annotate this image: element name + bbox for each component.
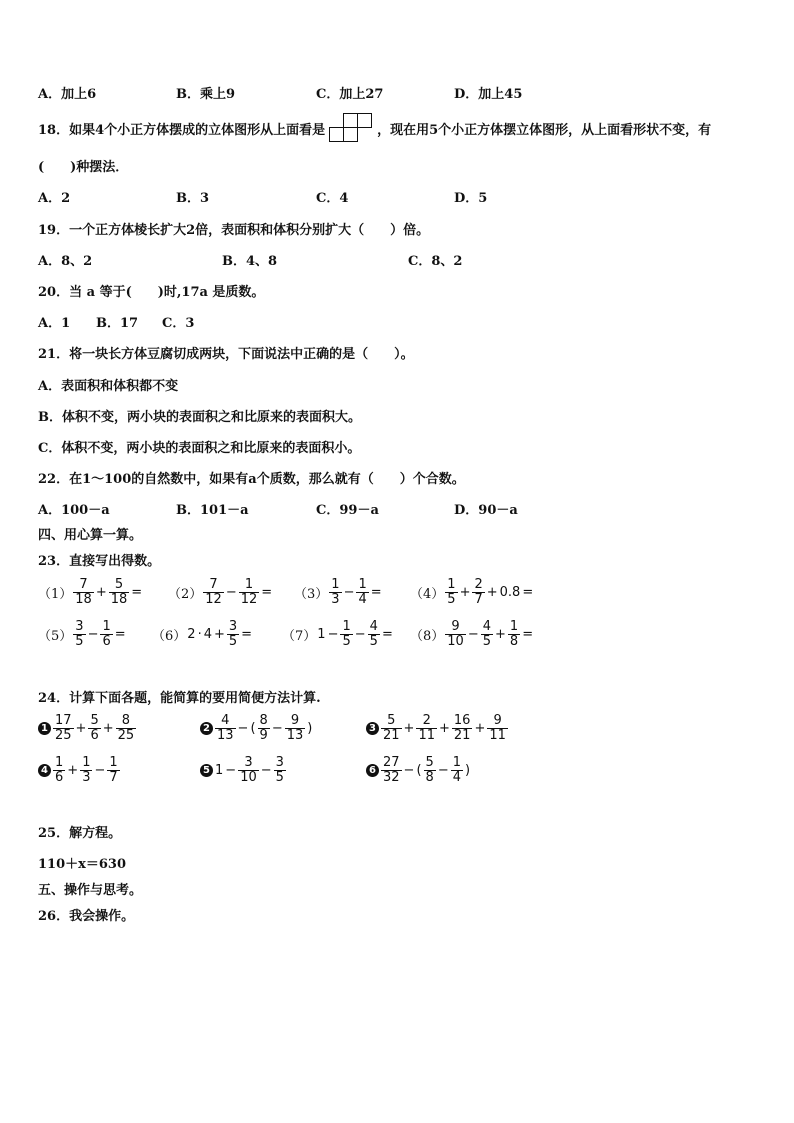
q24-expr-2: 2 $\frac{4}{13}$ − ( $\frac{8}{9}$ − $\frac{9}{13}$ ): [200, 714, 313, 743]
q23-expr-8: （8） $\frac{9}{10}$ − $\frac{4}{5}$ + $\frac{1}{8}$ =: [410, 619, 534, 649]
circled-number-5: 5: [200, 764, 213, 777]
q18-option-c: C．4: [316, 191, 349, 206]
q25-title: 25．解方程。: [38, 826, 122, 841]
q18-text-line2: ( )种摆法．: [38, 160, 129, 175]
q22-option-a: A．100－a: [38, 503, 110, 518]
q19-option-c: C．8、2: [408, 254, 463, 269]
q18-question: [38, 112, 711, 144]
q17-option-d: D．加上45: [454, 87, 523, 102]
top-view-squares-icon: [327, 112, 375, 144]
q22-question: 22．在1～100的自然数中，如果有a个质数，那么就有（ ）个合数。: [38, 472, 465, 487]
q21-question: 21．将一块长方体豆腐切成两块，下面说法中正确的是（ ）。: [38, 347, 414, 362]
q24-expr-5: 5 1 − $\frac{3}{10}$ − $\frac{3}{5}$: [200, 756, 287, 785]
q20-question: 20．当 a 等于( )时,17a 是质数。: [38, 285, 265, 300]
q18-option-a: A．2: [38, 191, 71, 206]
q21-option-b: B．体积不变，两小块的表面积之和比原来的表面积大。: [38, 410, 361, 425]
q22-option-c: C．99－a: [316, 503, 379, 518]
circled-number-4: 4: [38, 764, 51, 777]
circled-number-3: 3: [366, 722, 379, 735]
q20-option-c: C．3: [162, 316, 195, 331]
q23-expr-5: （5） $\frac{3}{5}$ − $\frac{1}{6}$ =: [38, 619, 126, 649]
q18-option-d: D．5: [454, 191, 488, 206]
q19-option-b: B．4、8: [222, 254, 278, 269]
q23-expr-4: （4） $\frac{1}{5}$ + $\frac{2}{7}$ + 0.8 =: [410, 577, 534, 607]
q21-option-a: A．表面积和体积都不变: [38, 379, 179, 394]
q20-option-a: A．1: [38, 316, 71, 331]
q23-expr-3: （3） $\frac{1}{3}$ − $\frac{1}{4}$ =: [294, 577, 382, 607]
q24-expr-4: 4 $\frac{1}{6}$ + $\frac{1}{3}$ − $\frac{1}{7}$: [38, 756, 121, 785]
q17-option-c: C．加上27: [316, 87, 384, 102]
q21-option-c: C．体积不变，两小块的表面积之和比原来的表面积小。: [38, 441, 361, 456]
q19-option-a: A．8、2: [38, 254, 93, 269]
circled-number-1: 1: [38, 722, 51, 735]
section-5-heading: 五、操作与思考。: [38, 883, 143, 898]
q24-expr-6: 6 $\frac{27}{32}$ − ( $\frac{5}{8}$ − $\frac{1}{4}$ ): [366, 756, 471, 785]
q18-text-after: ，现在用5个小正方体摆立体图形，从上面看形状不变，有: [377, 122, 712, 138]
q23-expr-1: （1） $\frac{7}{18}$ + $\frac{5}{18}$ =: [38, 577, 143, 607]
q17-option-a: A．加上6: [38, 87, 97, 102]
q22-option-b: B．101－a: [176, 503, 249, 518]
section-4-heading: 四、用心算一算。: [38, 528, 143, 543]
q22-option-d: D．90－a: [454, 503, 518, 518]
q23-expr-6: （6） 2 · 4 + $\frac{3}{5}$ =: [152, 619, 253, 649]
q24-expr-1: 1 $\frac{17}{25}$ + $\frac{5}{6}$ + $\frac{8}{25}$: [38, 714, 137, 743]
q18-option-b: B．3: [176, 191, 210, 206]
q24-title: 24．计算下面各题，能简算的要用简便方法计算.: [38, 691, 321, 706]
q23-expr-7: （7） 1 − $\frac{1}{5}$ − $\frac{4}{5}$ =: [282, 619, 393, 649]
circled-number-2: 2: [200, 722, 213, 735]
q23-title: 23．直接写出得数。: [38, 554, 161, 569]
q23-expr-2: （2） $\frac{7}{12}$ − $\frac{1}{12}$ =: [168, 577, 273, 607]
q26-title: 26．我会操作。: [38, 909, 135, 924]
q17-option-b: B．乘上9: [176, 87, 236, 102]
q18-text-before: 18．如果4个小正方体摆成的立体图形从上面看是: [38, 122, 326, 138]
circled-number-6: 6: [366, 764, 379, 777]
q24-expr-3: 3 $\frac{5}{21}$ + $\frac{2}{11}$ + $\frac{16}{21}$ + $\frac{9}{11}$: [366, 714, 509, 743]
q25-equation: 110＋x＝630: [38, 857, 127, 872]
q19-question: 19．一个正方体棱长扩大2倍，表面积和体积分别扩大（ ）倍。: [38, 223, 430, 238]
q20-option-b: B．17: [96, 316, 139, 331]
